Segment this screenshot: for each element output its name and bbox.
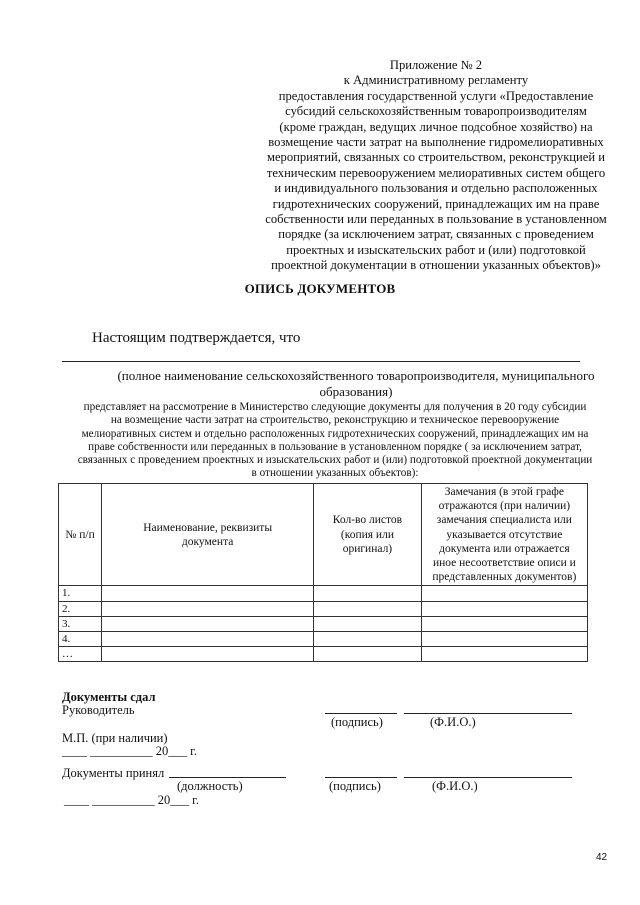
page-number: 42	[596, 852, 608, 863]
seal-label: М.П. (при наличии)	[62, 731, 168, 745]
row-number: 2.	[59, 601, 102, 616]
appendix-line: проектных и изыскательских работ и (или) подготовкой	[286, 242, 586, 257]
appendix-line: и индивидуального пользования и отдельно расположенных	[274, 181, 598, 196]
appendix-line: возмещение части затрат на выполнение гидромелиоративных	[268, 135, 604, 150]
intro-line: представляет на рассмотрение в Министерство следующие документы для получения в 20 году субсидии	[83, 401, 587, 413]
cell-notes[interactable]	[421, 601, 587, 616]
appendix-line: предоставления государственной услуги «Предоставление	[278, 88, 594, 103]
cell-qty[interactable]	[314, 647, 422, 662]
cell-name[interactable]	[102, 601, 314, 616]
cell-name[interactable]	[102, 616, 314, 631]
intro-line: на возмещение части затрат на строительство, реконструкцию и техническое перевооружение	[110, 414, 560, 427]
row-number: 3.	[59, 616, 102, 631]
row-number: 1.	[59, 586, 102, 601]
header-qty: Кол-во листов (копия или оригинал)	[314, 484, 422, 586]
appendix-line: (кроме граждан, ведущих личное подсобное хозяйство) на	[279, 119, 593, 134]
appendix-line: субсидий сельскохозяйственным товаропроизводителям	[285, 104, 587, 119]
appendix-header	[250, 58, 622, 274]
intro-line: связанных с проведением проектных и изыскательских работ и (или) подготовкой проектной документации	[77, 454, 593, 467]
received-fio-line[interactable]	[404, 777, 572, 778]
table-header-row	[59, 484, 588, 586]
cell-notes[interactable]	[421, 632, 587, 647]
cell-notes[interactable]	[421, 586, 587, 601]
row-number: …	[59, 647, 102, 662]
table-row	[59, 586, 588, 601]
intro-line: в отношении указанных объектов):	[251, 467, 419, 480]
header-num: № п/п	[59, 484, 102, 586]
cell-qty[interactable]	[314, 601, 422, 616]
handed-fio-line[interactable]	[404, 713, 572, 714]
appendix-line: техническим перевооружением мелиоративных систем общего	[266, 165, 606, 180]
appendix-line: проектной документации в отношении указанных объектов)»	[271, 258, 601, 273]
handed-date: ____ __________ 20___ г.	[62, 744, 197, 758]
appendix-line: к Административному регламенту	[343, 73, 529, 88]
received-title: Документы принял	[62, 766, 165, 780]
handed-fio-label: (Ф.И.О.)	[430, 715, 476, 729]
confirm-text: Настоящим подтверждается, что	[92, 330, 301, 346]
appendix-line: собственности или переданных в пользование в установленном	[265, 212, 607, 227]
header-name: Наименование, реквизиты документа	[102, 484, 314, 586]
header-notes: Замечания (в этой графе отражаются (при наличии) замечания специалиста или указывается отсутствие документа или отражается иное несоответствие описи и представленных документов)	[421, 484, 587, 586]
intro-line: мелиоративных систем и отдельно расположенных гидротехнических сооружений, принадлежащих им на	[81, 427, 589, 440]
handed-signature-line[interactable]	[325, 713, 397, 714]
received-fio-label: (Ф.И.О.)	[432, 779, 478, 793]
table-row	[59, 616, 588, 631]
handed-role: Руководитель	[62, 703, 135, 717]
cell-qty[interactable]	[314, 586, 422, 601]
handed-title: Документы сдал	[62, 690, 156, 704]
received-position-line[interactable]	[169, 777, 286, 778]
received-date: ____ __________ 20___ г.	[64, 793, 199, 807]
cell-name[interactable]	[102, 632, 314, 647]
cell-notes[interactable]	[421, 647, 587, 662]
intro-line: праве собственности или переданных в пользование в установленном порядке ( за исключением затрат,	[88, 440, 582, 453]
appendix-line: порядке (за исключением затрат, связанных с проведением	[278, 227, 594, 242]
cell-name[interactable]	[102, 586, 314, 601]
appendix-line: гидротехнических сооружений, принадлежащих им на праве	[272, 196, 600, 211]
document-title: ОПИСЬ ДОКУМЕНТОВ	[244, 281, 396, 296]
table-row	[59, 647, 588, 662]
received-signature-label: (подпись)	[329, 779, 381, 793]
received-position-label: (должность)	[177, 779, 243, 793]
handed-signature-label: (подпись)	[331, 715, 383, 729]
cell-qty[interactable]	[314, 632, 422, 647]
applicant-hint: (полное наименование сельскохозяйственного товаропроизводителя, муниципального образования)	[117, 368, 595, 399]
table-row	[59, 601, 588, 616]
appendix-line: мероприятий, связанных со строительством, реконструкцией и	[266, 150, 606, 165]
cell-name[interactable]	[102, 647, 314, 662]
applicant-name-line	[62, 361, 580, 362]
cell-notes[interactable]	[421, 616, 587, 631]
appendix-line: Приложение № 2	[389, 58, 483, 72]
table-row	[59, 632, 588, 647]
row-number: 4.	[59, 632, 102, 647]
intro-paragraph	[60, 401, 610, 481]
received-signature-line[interactable]	[325, 777, 397, 778]
cell-qty[interactable]	[314, 616, 422, 631]
documents-table	[58, 483, 588, 662]
